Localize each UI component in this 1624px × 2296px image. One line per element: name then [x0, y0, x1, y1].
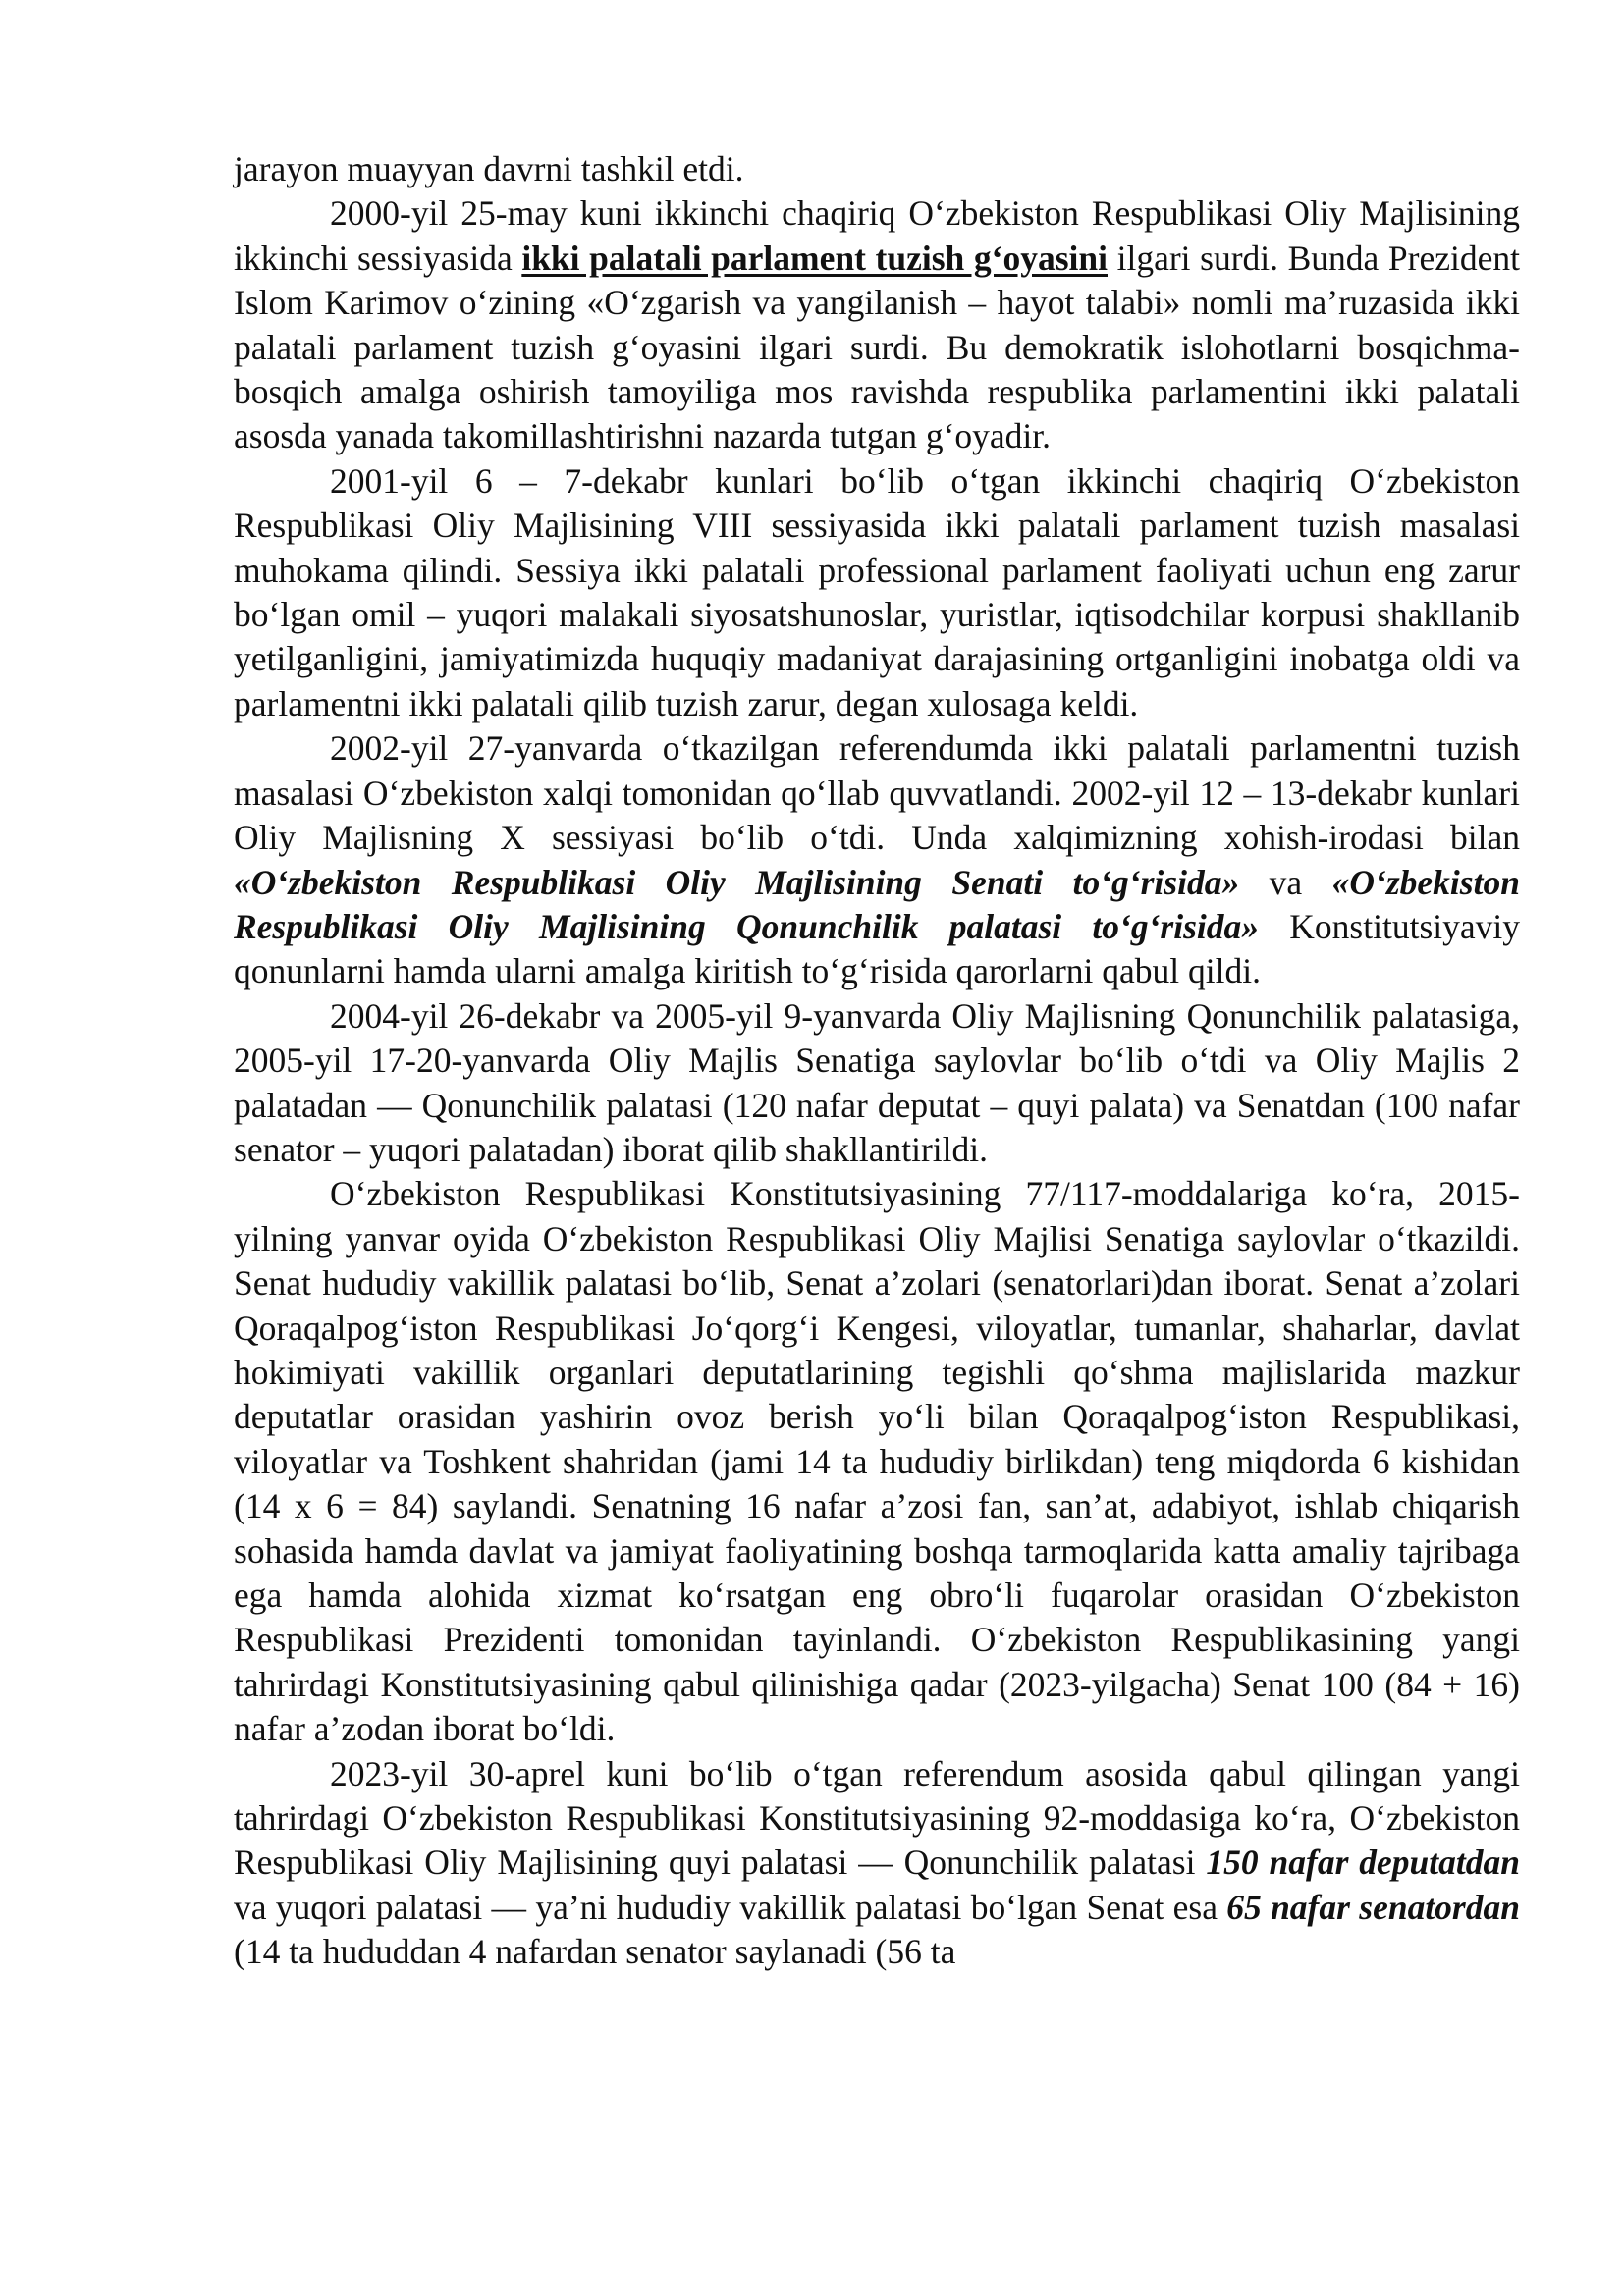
paragraph-2002: [234, 726, 1520, 993]
text-run: 2004-yil 26-dekabr va 2005-yil 9-yanvarda Oliy Majlisning Qonunchilik palatasiga, 2005-yil 17-20-yanvarda Oliy Majlis Senatiga saylovlar bo‘lib o‘tdi va Oliy Majlis 2 palatadan — Qonunchilik palatasi (120 nafar deputat – quyi palata) va Senatdan (100 nafar senator – yuqori palatadan) iborat qilib shakllantirildi.: [234, 995, 1520, 1169]
law-title-senate: «O‘zbekiston Respublikasi Oliy Majlisining Senati to‘g‘risida»: [234, 862, 1240, 902]
text-run: Konstitutsiyaviy qonunlarni hamda ularni amalga kiritish to‘g‘risida qarorlarni qabul qildi.: [234, 906, 1520, 991]
text-run: 2000-yil 25-may kuni ikkinchi chaqiriq O‘zbekiston Respublikasi Oliy Majlisining ikkinchi sessiyasida: [234, 193, 1520, 278]
paragraph-constitution-77: [234, 1172, 1520, 1751]
emphasis-bold-underline: ikki palatali parlament tuzish g‘oyasini: [521, 238, 1108, 278]
text-run: 2002-yil 27-yanvarda o‘tkazilgan referendumda ikki palatali parlamentni tuzish masalasi O‘zbekiston xalqi tomonidan qo‘llab quvvatlandi. 2002-yil 12 – 13-dekabr kunlari Oliy Majlisning X sessiyasi bo‘lib o‘tdi. Unda xalqimizning xohish-irodasi bilan: [234, 728, 1520, 858]
text-run: va: [1239, 862, 1332, 902]
paragraph-continuation: [234, 147, 1520, 191]
paragraph-2000: [234, 191, 1520, 458]
text-run: O‘zbekiston Respublikasi Konstitutsiyasining 77/117-moddalariga ko‘ra, 2015-yilning yanvar oyida O‘zbekiston Respublikasi Oliy Majlisi Senatiga saylovlar o‘tkazildi. Senat hududiy vakillik palatasi bo‘lib, Senat a’zolari (senatorlari)dan iborat. Senat a’zolari Qoraqalpog‘iston Respublikasi Jo‘qorg‘i Kengesi, viloyatlar, tumanlar, shaharlar, davlat hokimiyati vakillik organlari deputatlarining tegishli qo‘shma majlislarida mazkur deputatlar orasidan yashirin ovoz berish yo‘li bilan Qoraqalpog‘iston Respublikasi, viloyatlar va Toshkent shahridan (jami 14 ta hududiy birlikdan) teng miqdorda 6 kishidan (14 x 6 = 84) saylandi. Senatning 16 nafar a’zosi fan, san’at, adabiyot, ishlab chiqarish sohasida hamda davlat va jamiyat faoliyatining boshqa tarmoqlarida katta amaliy tajribaga ega hamda alohida xizmat ko‘rsatgan eng obro‘li fuqarolar orasidan O‘zbekiston Respublikasi Prezidenti tomonidan tayinlandi. O‘zbekiston Respublikasining yangi tahrirdagi Konstitutsiyasining qabul qilinishiga qadar (2023-yilgacha) Senat 100 (84 + 16) nafar a’zodan iborat bo‘ldi.: [234, 1174, 1520, 1749]
law-title-legislative-chamber: «O‘zbekiston Respublikasi Oliy Majlisining Qonunchilik palatasi to‘g‘risida»: [234, 862, 1520, 946]
text-run: va yuqori palatasi — ya’ni hududiy vakillik palatasi bo‘lgan Senat esa: [234, 1887, 1227, 1927]
paragraph-2023: [234, 1752, 1520, 1975]
document-page: [234, 147, 1520, 1975]
emphasis-senators-count: 65 nafar senatordan: [1226, 1887, 1520, 1927]
text-run: 2001-yil 6 – 7-dekabr kunlari bo‘lib o‘tgan ikkinchi chaqiriq O‘zbekiston Respublikasi Oliy Majlisining VIII sessiyasida ikki palatali parlament tuzish masalasi muhokama qilindi. Sessiya ikki palatali professional parlament faoliyati uchun eng zarur bo‘lgan omil – yuqori malakali siyosatshunoslar, yuristlar, iqtisodchilar korpusi shakllanib yetilganligini, jamiyatimizda huquqiy madaniyat darajasining ortganligini inobatga oldi va parlamentni ikki palatali qilib tuzish zarur, degan xulosaga keldi.: [234, 460, 1520, 723]
paragraph-2001: [234, 459, 1520, 726]
paragraph-2004: [234, 994, 1520, 1173]
text-run: jarayon muayyan davrni tashkil etdi.: [234, 149, 744, 188]
emphasis-deputies-count: 150 nafar deputatdan: [1206, 1842, 1521, 1883]
text-run: ilgari surdi. Bunda Prezident Islom Karimov o‘zining «O‘zgarish va yangilanish – hayot talabi» nomli ma’ruzasida ikki palatali parlament tuzish g‘oyasini ilgari surdi. Bu demokratik islohotlarni bosqichma-bosqich amalga oshirish tamoyiliga mos ravishda respublika parlamentini ikki palatali asosda yanada takomillashtirishni nazarda tutgan g‘oyadir.: [234, 238, 1520, 456]
text-run: (14 ta hududdan 4 nafardan senator saylanadi (56 ta: [234, 1932, 956, 1972]
text-run: 2023-yil 30-aprel kuni bo‘lib o‘tgan referendum asosida qabul qilingan yangi tahrirdagi O‘zbekiston Respublikasi Konstitutsiyasining 92-moddasiga ko‘ra, O‘zbekiston Respublikasi Oliy Majlisining quyi palatasi — Qonunchilik palatasi: [234, 1753, 1520, 1883]
